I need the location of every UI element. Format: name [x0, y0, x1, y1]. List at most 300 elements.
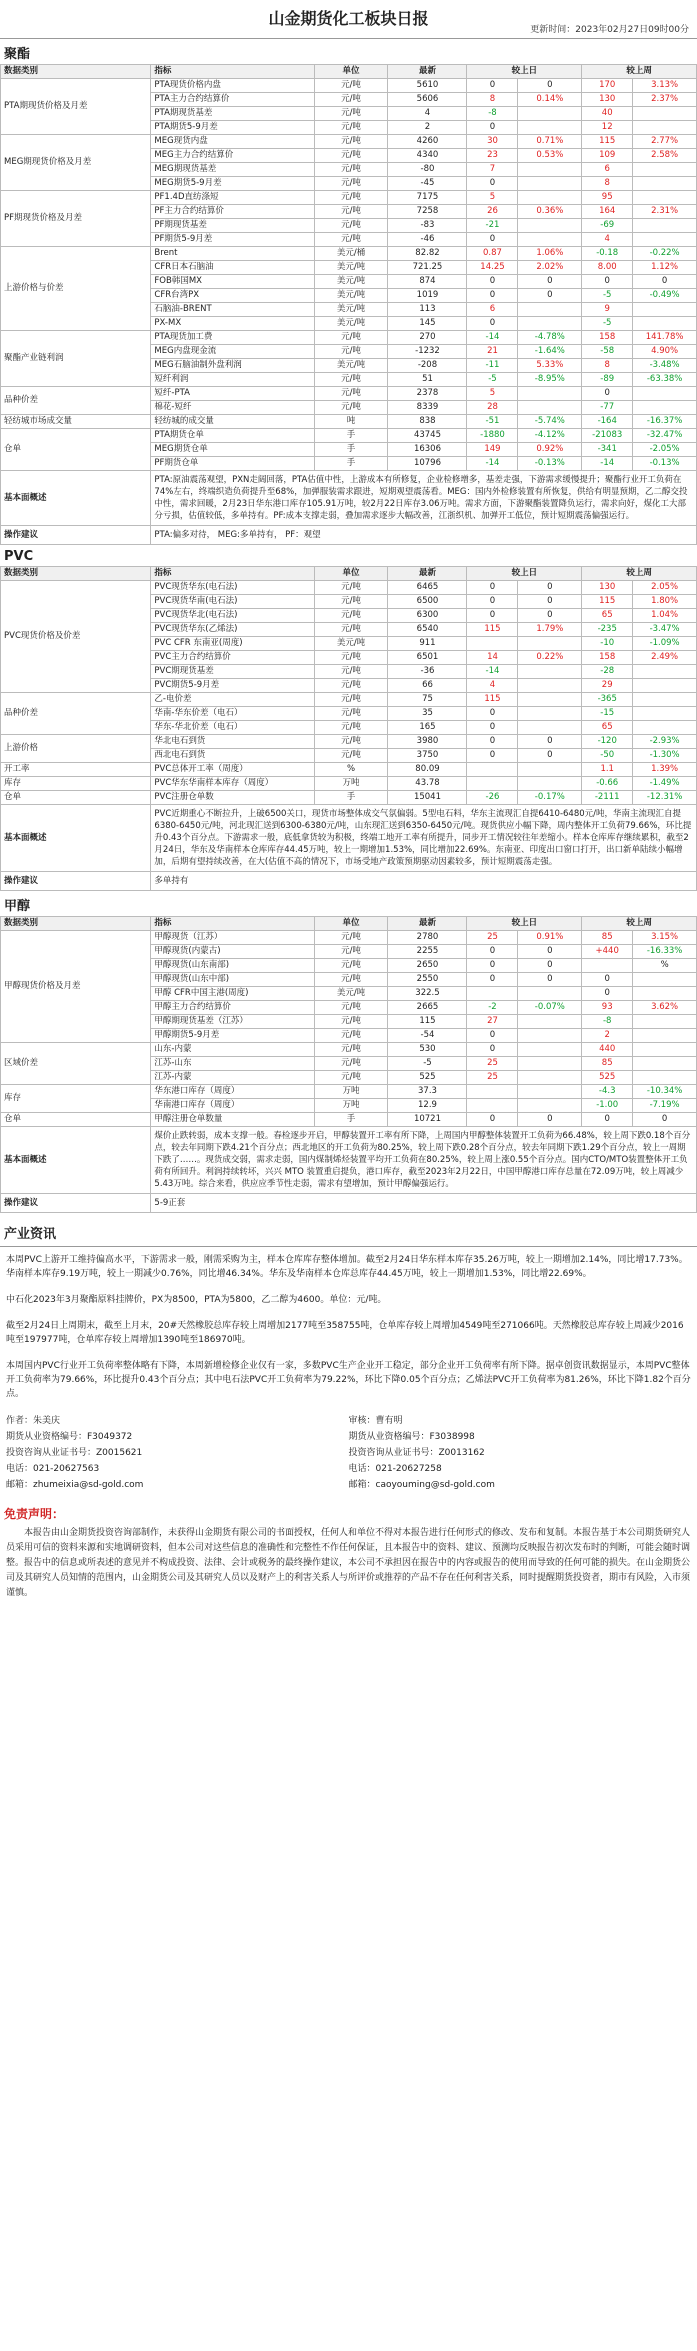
cell-change: [518, 637, 582, 651]
cell-latest: 12.9: [388, 1099, 467, 1113]
cell-change: 8.00: [582, 261, 633, 275]
cell-change: [467, 987, 518, 1001]
cell-unit: 元/吨: [314, 693, 388, 707]
cell-change: -8.95%: [518, 373, 582, 387]
cell-change: [582, 959, 633, 973]
cell-change: [633, 707, 697, 721]
cell-change: 164: [582, 205, 633, 219]
cell-latest: 145: [388, 317, 467, 331]
cell-latest: 2255: [388, 945, 467, 959]
row-group-label: 聚酯产业链利润: [1, 331, 151, 387]
cell-change: [518, 693, 582, 707]
cell-change: -7.19%: [633, 1099, 697, 1113]
cell-indicator: PF期货仓单: [151, 457, 314, 471]
cell-change: 0: [467, 177, 518, 191]
cell-change: 14: [467, 651, 518, 665]
cell-change: 8: [582, 177, 633, 191]
advice-label: 操作建议: [1, 1194, 151, 1213]
cell-indicator: PF1.4D直纺涤短: [151, 191, 314, 205]
cell-indicator: PF期货5-9月差: [151, 233, 314, 247]
cell-change: 0: [467, 275, 518, 289]
cell-change: 0: [467, 749, 518, 763]
cell-unit: 万吨: [314, 1099, 388, 1113]
cell-change: 3.62%: [633, 1001, 697, 1015]
cell-change: 0: [467, 581, 518, 595]
cell-change: [467, 763, 518, 777]
cell-change: -164: [582, 415, 633, 429]
header-vs-week: 较上周: [582, 567, 697, 581]
cell-latest: 66: [388, 679, 467, 693]
cell-change: [518, 679, 582, 693]
cell-indicator: PVC注册仓单数: [151, 791, 314, 805]
cell-change: 115: [582, 135, 633, 149]
industry-title: 产业资讯: [0, 1213, 697, 1247]
cell-change: 141.78%: [633, 331, 697, 345]
cell-change: 0: [467, 735, 518, 749]
cell-unit: 美元/吨: [314, 261, 388, 275]
table-row: [1, 735, 697, 749]
cell-latest: -5: [388, 1057, 467, 1071]
cell-change: 1.12%: [633, 261, 697, 275]
cell-change: 14.25: [467, 261, 518, 275]
cell-unit: 元/吨: [314, 707, 388, 721]
cell-indicator: 甲醇主力合约结算价: [151, 1001, 314, 1015]
cell-latest: 1019: [388, 289, 467, 303]
summary-row: [1, 805, 697, 872]
cell-latest: 82.82: [388, 247, 467, 261]
cell-change: -1.64%: [518, 345, 582, 359]
cell-change: [633, 191, 697, 205]
advice-label: 操作建议: [1, 872, 151, 891]
cell-unit: 元/吨: [314, 651, 388, 665]
cell-change: -51: [467, 415, 518, 429]
cell-change: 1.80%: [633, 595, 697, 609]
cell-change: -5.74%: [518, 415, 582, 429]
cell-change: [518, 707, 582, 721]
cell-change: [633, 317, 697, 331]
cell-change: 3.13%: [633, 79, 697, 93]
header-vs-day: 较上日: [467, 917, 582, 931]
cell-unit: 手: [314, 1113, 388, 1127]
cell-change: 2.02%: [518, 261, 582, 275]
cell-change: -0.22%: [633, 247, 697, 261]
row-group-label: 开工率: [1, 763, 151, 777]
cell-indicator: PVC现货华东(电石法): [151, 581, 314, 595]
cell-indicator: 轻纺城的成交量: [151, 415, 314, 429]
contact-line: 电话：021-20627258: [348, 1464, 442, 1474]
cell-change: 0: [518, 609, 582, 623]
contact-line: 期货从业资格编号：F3038998: [348, 1432, 475, 1442]
cell-indicator: 甲醇现货(山东中部): [151, 973, 314, 987]
cell-change: 0: [518, 581, 582, 595]
cell-change: 115: [467, 623, 518, 637]
cell-change: 158: [582, 331, 633, 345]
cell-latest: 6300: [388, 609, 467, 623]
cell-latest: 16306: [388, 443, 467, 457]
cell-change: 525: [582, 1071, 633, 1085]
cell-change: -15: [582, 707, 633, 721]
header-indicator: 指标: [151, 567, 314, 581]
row-group-label: PTA期现货价格及月差: [1, 79, 151, 135]
cell-change: 0: [582, 987, 633, 1001]
industry-paragraph: 截至2月24日上周期末，截至上月末，20#天然橡胶总库存较上周增加2177吨至358755吨，仓单库存较上周增加4549吨至271066吨。天然橡胶总库存较上周减少2016吨至197977吨，仓单库存较上周增加1390吨至186970吨。: [6, 1321, 684, 1345]
cell-unit: 元/吨: [314, 387, 388, 401]
cell-change: [518, 665, 582, 679]
cell-change: -14: [467, 457, 518, 471]
cell-change: 0: [467, 317, 518, 331]
row-group-label: MEG期现货价格及月差: [1, 135, 151, 191]
cell-latest: 3980: [388, 735, 467, 749]
contact-line: 投资咨询从业证书号：Z0013162: [348, 1448, 485, 1458]
cell-indicator: 甲醇现货(内蒙古): [151, 945, 314, 959]
sections-container: [0, 39, 697, 1213]
cell-change: 0.14%: [518, 93, 582, 107]
cell-change: [633, 1029, 697, 1043]
cell-indicator: 甲醇注册仓单数量: [151, 1113, 314, 1127]
cell-change: -120: [582, 735, 633, 749]
header-latest: 最新: [388, 567, 467, 581]
header-latest: 最新: [388, 917, 467, 931]
contact-line: 邮箱：zhumeixia@sd-gold.com: [6, 1480, 144, 1490]
cell-change: -0.13%: [518, 457, 582, 471]
cell-change: -5: [467, 373, 518, 387]
cell-unit: 美元/吨: [314, 303, 388, 317]
cell-unit: 元/吨: [314, 609, 388, 623]
cell-latest: 4260: [388, 135, 467, 149]
cell-unit: 元/吨: [314, 1071, 388, 1085]
cell-latest: -36: [388, 665, 467, 679]
table-row: [1, 387, 697, 401]
cell-indicator: PTA现货价格内盘: [151, 79, 314, 93]
cell-latest: 165: [388, 721, 467, 735]
cell-change: 0: [518, 79, 582, 93]
cell-change: 158: [582, 651, 633, 665]
cell-change: -63.38%: [633, 373, 697, 387]
cell-change: 30: [467, 135, 518, 149]
row-group-label: 上游价格: [1, 735, 151, 763]
section-title: 聚酯: [4, 47, 31, 62]
cell-change: 0: [467, 289, 518, 303]
disclaimer-text: 本报告由山金期货投资咨询部制作，未获得山金期货有限公司的书面授权，任何人和单位不得对本报告进行任何形式的修改、发布和复制。本报告基于本公司期货研究人员采用可信的资料来源和实地调研资料，但本公司对这些信息的准确性和完整性不作任何保证，且本报告中的资料、建议、预测均反映报告初次发布时的判断，可能会随时调整。报告中的信息或所表述的意见并不构成投资、法律、会计或税务的最终操作建议，本公司不承担因在报告中的内容或报告的使用而导致的任何可能的损失。在山金期货公司及其研究人员知情的范围内，山金期货公司及其研究人员以及财产上的利害关系人与所评价或推荐的产品不存在任何利害关系，同时提醒期货投资者，期市有风险，入市须谨慎。: [6, 1528, 691, 1598]
contact-line: 投资咨询从业证书号：Z0015621: [6, 1448, 143, 1458]
cell-indicator: PVC CFR 东南亚(周度): [151, 637, 314, 651]
header-latest: 最新: [388, 65, 467, 79]
cell-change: 5: [467, 191, 518, 205]
summary-label: 基本面概述: [1, 805, 151, 872]
cell-unit: 元/吨: [314, 735, 388, 749]
cell-change: 130: [582, 581, 633, 595]
cell-change: 23: [467, 149, 518, 163]
cell-change: 0: [518, 749, 582, 763]
cell-indicator: FOB韩国MX: [151, 275, 314, 289]
cell-latest: 2665: [388, 1001, 467, 1015]
report-header: [0, 0, 697, 39]
cell-latest: 322.5: [388, 987, 467, 1001]
cell-change: [633, 721, 697, 735]
table-row: [1, 581, 697, 595]
cell-latest: 7175: [388, 191, 467, 205]
cell-unit: 美元/吨: [314, 275, 388, 289]
table-row: [1, 191, 697, 205]
cell-latest: 10796: [388, 457, 467, 471]
cell-change: -1.00: [582, 1099, 633, 1113]
cell-change: 130: [582, 93, 633, 107]
cell-unit: 元/吨: [314, 1001, 388, 1015]
cell-change: 2.58%: [633, 149, 697, 163]
cell-change: [518, 721, 582, 735]
cell-change: 170: [582, 79, 633, 93]
cell-change: 28: [467, 401, 518, 415]
table-row: [1, 791, 697, 805]
cell-change: 6: [467, 303, 518, 317]
cell-change: 4: [467, 679, 518, 693]
summary-text: PVC近期重心不断拉升，上破6500关口，现货市场整体成交气氛偏弱。5型电石料，华东主流现汇自提6410-6480元/吨，华南主流现汇自提6380-6450元/吨，河北现汇送到6300-6380元/吨，山东现汇送到6350-6450元/吨。现货供应小幅下降，周内整体开工负荷79.66%，环比提升0.43个百分点。下游需求一般，底低拿货较为积极，终端工地开工率有所提升，同步开工情况较往年差缩小。样本仓库库存继续累积，截至2月24日，华东及华南样本仓库库存44.45万吨，较上一期增加1.53%，同比增加22.69%。东南亚、印度出口窗口打开，出口新单陆续小幅增加，后期有望持续改善，在大(估值不高的情况下，市场受地产政策预期驱动因素较多，预计短期震荡走强。: [151, 805, 697, 872]
cell-latest: 7258: [388, 205, 467, 219]
cell-change: 0.22%: [518, 651, 582, 665]
cell-change: 4.90%: [633, 345, 697, 359]
cell-unit: 元/吨: [314, 205, 388, 219]
header-unit: 单位: [314, 567, 388, 581]
cell-indicator: PTA主力合约结算价: [151, 93, 314, 107]
cell-change: 0: [467, 707, 518, 721]
cell-latest: 75: [388, 693, 467, 707]
cell-indicator: MEG期货5-9月差: [151, 177, 314, 191]
cell-change: -14: [582, 457, 633, 471]
cell-change: 12: [582, 121, 633, 135]
summary-row: [1, 1127, 697, 1194]
cell-unit: 元/吨: [314, 93, 388, 107]
cell-change: [518, 163, 582, 177]
cell-indicator: 江苏-山东: [151, 1057, 314, 1071]
update-time: 更新时间：2023年02月27日09时00分: [530, 25, 689, 35]
cell-change: +440: [582, 945, 633, 959]
cell-change: -14: [467, 331, 518, 345]
cell-change: 0: [467, 609, 518, 623]
cell-change: %: [633, 959, 697, 973]
cell-change: -2.93%: [633, 735, 697, 749]
cell-change: 2.77%: [633, 135, 697, 149]
cell-indicator: 石脑油-BRENT: [151, 303, 314, 317]
cell-change: 0.36%: [518, 205, 582, 219]
row-group-label: PVC现货价格及价差: [1, 581, 151, 693]
row-group-label: 轻纺城市场成交量: [1, 415, 151, 429]
table-header-row: [1, 567, 697, 581]
cell-unit: 美元/吨: [314, 317, 388, 331]
cell-change: 85: [582, 931, 633, 945]
row-group-label: 库存: [1, 1085, 151, 1113]
cell-unit: 手: [314, 457, 388, 471]
cell-latest: 525: [388, 1071, 467, 1085]
cell-indicator: PTA期货5-9月差: [151, 121, 314, 135]
cell-unit: 元/吨: [314, 345, 388, 359]
cell-change: [633, 665, 697, 679]
contact-line: 期货从业资格编号：F3049372: [6, 1432, 133, 1442]
cell-change: 85: [582, 1057, 633, 1071]
cell-change: 0: [518, 289, 582, 303]
cell-unit: 元/吨: [314, 233, 388, 247]
cell-unit: 元/吨: [314, 931, 388, 945]
cell-change: 27: [467, 1015, 518, 1029]
advice-row: [1, 526, 697, 545]
advice-row: [1, 1194, 697, 1213]
cell-indicator: 华东-华北价差（电石）: [151, 721, 314, 735]
cell-change: [633, 121, 697, 135]
cell-unit: 元/吨: [314, 219, 388, 233]
cell-change: -4.78%: [518, 331, 582, 345]
cell-change: 149: [467, 443, 518, 457]
cell-latest: 4: [388, 107, 467, 121]
summary-row: [1, 471, 697, 526]
cell-indicator: 华南-华东价差（电石）: [151, 707, 314, 721]
cell-change: 0: [518, 959, 582, 973]
header-vs-week: 较上周: [582, 65, 697, 79]
cell-change: -26: [467, 791, 518, 805]
cell-change: 95: [582, 191, 633, 205]
cell-change: -8: [582, 1015, 633, 1029]
cell-change: -2.05%: [633, 443, 697, 457]
cell-change: -235: [582, 623, 633, 637]
cell-change: [633, 1043, 697, 1057]
cell-indicator: 甲醇现货（江苏）: [151, 931, 314, 945]
cell-change: 8: [467, 93, 518, 107]
cell-change: 0: [467, 945, 518, 959]
row-group-label: 库存: [1, 777, 151, 791]
cell-change: 0: [633, 275, 697, 289]
cell-change: 0: [467, 973, 518, 987]
cell-change: 115: [582, 595, 633, 609]
cell-change: -0.18: [582, 247, 633, 261]
cell-unit: 元/吨: [314, 749, 388, 763]
header-category: 数据类别: [1, 65, 151, 79]
header-indicator: 指标: [151, 917, 314, 931]
section-title: PVC: [4, 549, 34, 564]
cell-unit: 美元/吨: [314, 987, 388, 1001]
cell-indicator: 华南港口库存（周度）: [151, 1099, 314, 1113]
cell-change: [633, 401, 697, 415]
cell-change: -0.49%: [633, 289, 697, 303]
cell-change: [518, 191, 582, 205]
cell-change: [518, 1057, 582, 1071]
summary-label: 基本面概述: [1, 471, 151, 526]
cell-indicator: PVC现货华北(电石法): [151, 609, 314, 623]
cell-indicator: MEG现货内盘: [151, 135, 314, 149]
contact-line: 电话：021-20627563: [6, 1464, 100, 1474]
cell-latest: -46: [388, 233, 467, 247]
cell-unit: 美元/桶: [314, 247, 388, 261]
summary-text: PTA:原油震荡观望，PXN走阔回落，PTA估值中性，上游成本有所修复，企业检修增多，基差走强，下游需求缓慢提升；聚酯行业开工负荷在74%左右，终端织造负荷提升至68%，加弹服装需求跟进，短期观望震荡看。MEG：国内外检修装置有所恢复，供给有明显预期，乙二醇交投中性，需求回暖，2月23日华东港口库存105.91万吨，较2月22日库存3.06万吨。需求方面，下游聚酯装置降负运行，需求向好，煤化工大部分亏损，估值较低，多单持有。PF:成本支撑走弱，叠加需求逐步大幅改善，江浙织机、加弹开工低位，预计短期震荡偏强运行。: [151, 471, 697, 526]
table-header-row: [1, 65, 697, 79]
cell-indicator: 华北电石到货: [151, 735, 314, 749]
cell-unit: 元/吨: [314, 973, 388, 987]
table-row: [1, 331, 697, 345]
cell-change: [633, 177, 697, 191]
cell-indicator: Brent: [151, 247, 314, 261]
cell-indicator: PVC现货华南(电石法): [151, 595, 314, 609]
cell-change: [518, 1071, 582, 1085]
cell-indicator: CFR日本石脑油: [151, 261, 314, 275]
contact-line: 邮箱：caoyouming@sd-gold.com: [348, 1480, 495, 1490]
cell-change: 0: [467, 79, 518, 93]
cell-unit: 手: [314, 429, 388, 443]
table-header-row: [1, 917, 697, 931]
cell-change: 0.91%: [518, 931, 582, 945]
cell-unit: 元/吨: [314, 107, 388, 121]
cell-unit: 元/吨: [314, 149, 388, 163]
cell-latest: 721.25: [388, 261, 467, 275]
table-row: [1, 763, 697, 777]
cell-change: -0.13%: [633, 457, 697, 471]
cell-change: [633, 679, 697, 693]
cell-change: -2111: [582, 791, 633, 805]
contact-line: 审核：曹有明: [348, 1416, 403, 1426]
cell-change: 0: [467, 959, 518, 973]
cell-change: [633, 163, 697, 177]
cell-indicator: PVC期货5-9月差: [151, 679, 314, 693]
cell-change: -16.33%: [633, 945, 697, 959]
row-group-label: 仓单: [1, 429, 151, 471]
cell-latest: -83: [388, 219, 467, 233]
header-vs-day: 较上日: [467, 65, 582, 79]
cell-change: [467, 1085, 518, 1099]
cell-change: 0: [467, 1043, 518, 1057]
row-group-label: PF期现货价格及月差: [1, 191, 151, 247]
cell-change: [518, 233, 582, 247]
row-group-label: 甲醇现货价格及月差: [1, 931, 151, 1043]
cell-change: 440: [582, 1043, 633, 1057]
cell-change: 5: [467, 387, 518, 401]
table-row: [1, 135, 697, 149]
cell-indicator: 棉花-短纤: [151, 401, 314, 415]
cell-change: -0.17%: [518, 791, 582, 805]
header-unit: 单位: [314, 65, 388, 79]
cell-unit: 元/吨: [314, 401, 388, 415]
cell-change: 26: [467, 205, 518, 219]
cell-change: 6: [582, 163, 633, 177]
cell-unit: 元/吨: [314, 665, 388, 679]
cell-change: 7: [467, 163, 518, 177]
cell-change: 5.33%: [518, 359, 582, 373]
section-title: 甲醇: [4, 899, 31, 914]
cell-indicator: 甲醇现货(山东南部): [151, 959, 314, 973]
cell-change: -3.47%: [633, 623, 697, 637]
cell-change: 65: [582, 609, 633, 623]
cell-change: 0: [467, 1113, 518, 1127]
cell-change: 109: [582, 149, 633, 163]
cell-unit: 元/吨: [314, 721, 388, 735]
cell-indicator: MEG期现货基差: [151, 163, 314, 177]
report-title: 山金期货化工板块日报: [268, 9, 429, 28]
cell-latest: -80: [388, 163, 467, 177]
row-group-label: 区域价差: [1, 1043, 151, 1085]
header-category: 数据类别: [1, 567, 151, 581]
cell-unit: 元/吨: [314, 177, 388, 191]
cell-latest: 80.09: [388, 763, 467, 777]
row-group-label: 仓单: [1, 1113, 151, 1127]
cell-change: [633, 1015, 697, 1029]
cell-change: 29: [582, 679, 633, 693]
advice-row: [1, 872, 697, 891]
cell-latest: 6500: [388, 595, 467, 609]
cell-change: [633, 987, 697, 1001]
cell-latest: 43745: [388, 429, 467, 443]
table-row: [1, 693, 697, 707]
cell-indicator: 甲醇期现货基差（江苏）: [151, 1015, 314, 1029]
cell-indicator: 乙-电价差: [151, 693, 314, 707]
cell-latest: 2550: [388, 973, 467, 987]
cell-indicator: 江苏-内蒙: [151, 1071, 314, 1085]
cell-indicator: MEG石脑油制外盘利润: [151, 359, 314, 373]
cell-change: -4.12%: [518, 429, 582, 443]
